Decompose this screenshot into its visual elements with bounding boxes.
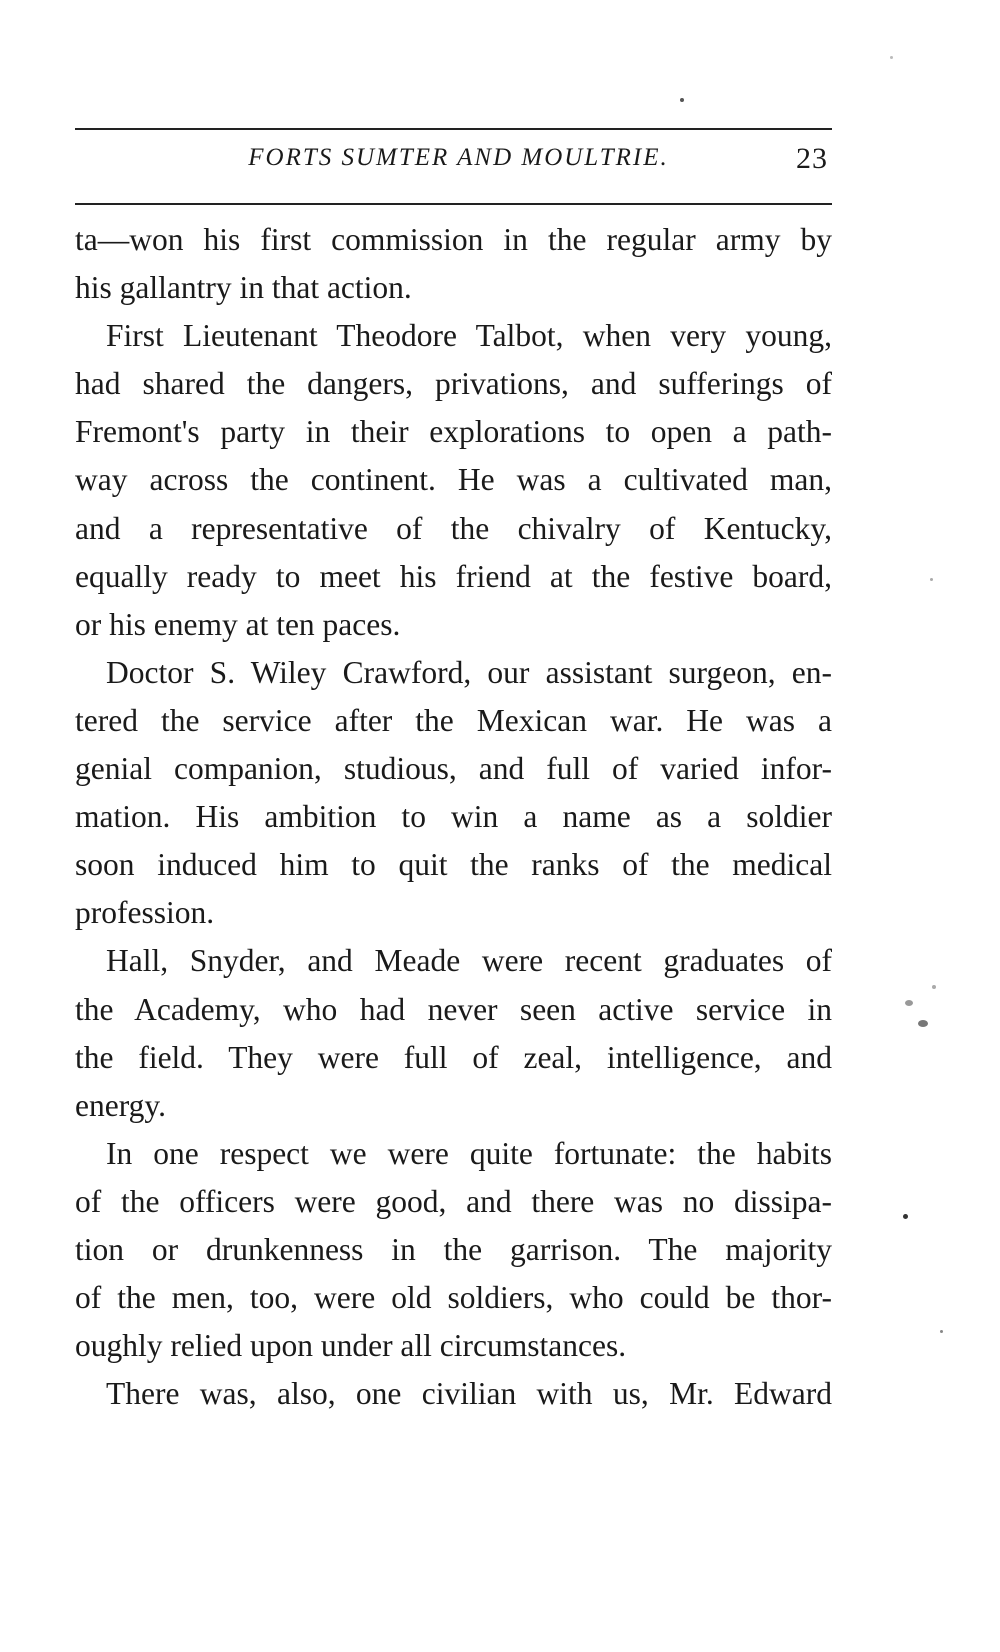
text-line: There was, also, one civilian with us, Mr. Edward xyxy=(106,1376,832,1412)
text-line: equally ready to meet his friend at the festive board, xyxy=(75,558,832,594)
text-line: Doctor S. Wiley Crawford, our assistant surgeon, en- xyxy=(106,654,832,690)
header-rule-bottom xyxy=(75,203,832,205)
text-line: soon induced him to quit the ranks of the medical xyxy=(75,847,832,883)
text-line: his gallantry in that action. xyxy=(75,270,412,306)
text-line: tered the service after the Mexican war. He was a xyxy=(75,702,832,738)
text-line: way across the continent. He was a cultivated man, xyxy=(75,462,832,498)
text-line: energy. xyxy=(75,1087,166,1123)
text-line: of the officers were good, and there was no dissipa- xyxy=(75,1183,832,1219)
paragraph xyxy=(75,649,832,938)
running-head xyxy=(75,142,832,182)
text-line: of the men, too, were old soldiers, who could be thor- xyxy=(75,1280,832,1316)
text-line: or his enemy at ten paces. xyxy=(75,606,401,642)
scan-speck xyxy=(680,98,684,102)
page-number: 23 xyxy=(796,142,828,175)
text-line: profession. xyxy=(75,895,215,931)
text-line: and a representative of the chivalry of Kentucky, xyxy=(75,510,832,546)
scan-speck xyxy=(905,1000,913,1006)
text-line: mation. His ambition to win a name as a soldier xyxy=(75,799,832,835)
text-line: genial companion, studious, and full of varied infor- xyxy=(75,751,832,787)
text-line: the field. They were full of zeal, intelligence, and xyxy=(75,1039,832,1075)
text-line: In one respect we were quite fortunate: the habits xyxy=(106,1135,832,1171)
scan-speck xyxy=(940,1330,943,1333)
text-line: tion or drunkenness in the garrison. The majority xyxy=(75,1231,832,1267)
text-line: Hall, Snyder, and Meade were recent graduates of xyxy=(106,943,832,979)
paragraph xyxy=(75,312,832,649)
scan-speck xyxy=(890,56,893,59)
body-text xyxy=(75,216,832,1418)
text-line: the Academy, who had never seen active service in xyxy=(75,991,832,1027)
header-rule-top xyxy=(75,128,832,130)
scan-speck xyxy=(918,1020,928,1027)
paragraph xyxy=(75,1370,832,1418)
scan-speck xyxy=(932,985,936,989)
paragraph xyxy=(75,216,832,312)
text-line: oughly relied upon under all circumstances. xyxy=(75,1328,627,1364)
text-line: Fremont's party in their explorations to open a path- xyxy=(75,414,832,450)
paragraph xyxy=(75,937,832,1129)
scan-speck xyxy=(903,1214,908,1219)
text-line: had shared the dangers, privations, and sufferings of xyxy=(75,366,832,402)
text-line: First Lieutenant Theodore Talbot, when very young, xyxy=(106,318,832,354)
running-title: FORTS SUMTER AND MOULTRIE. xyxy=(248,144,669,171)
scan-speck xyxy=(930,578,933,581)
paragraph xyxy=(75,1130,832,1370)
text-line: ta—won his first commission in the regular army by xyxy=(75,222,832,257)
